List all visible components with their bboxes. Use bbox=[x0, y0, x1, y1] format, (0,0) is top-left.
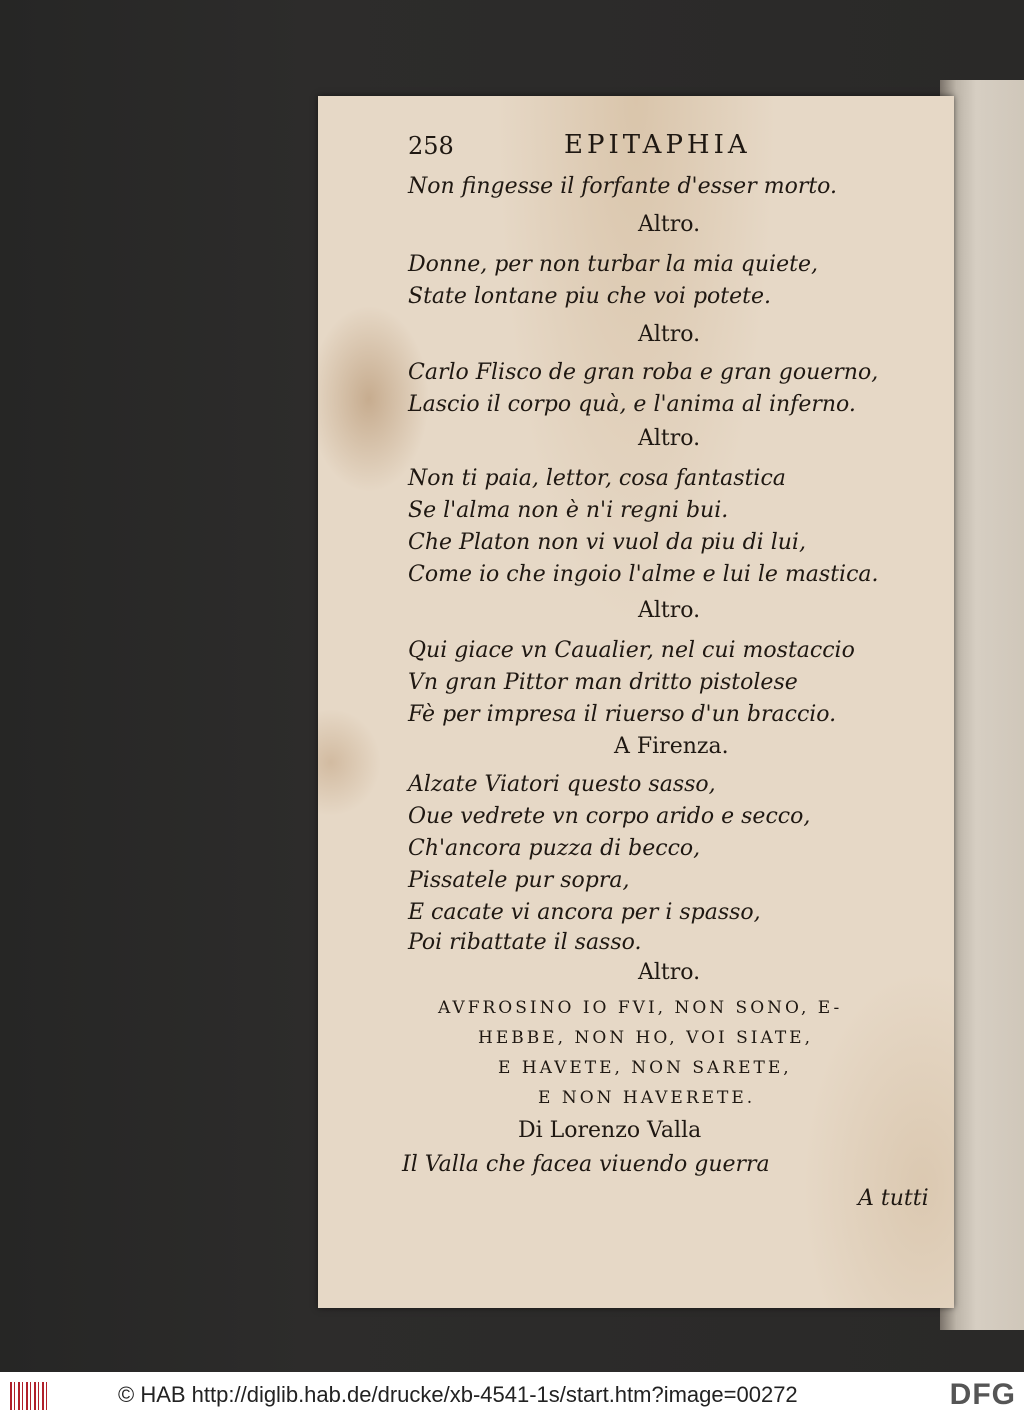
section-heading: Altro. bbox=[638, 598, 701, 623]
text-line: Carlo Flisco de gran roba e gran gouerno, bbox=[408, 360, 879, 385]
barcode-icon bbox=[10, 1382, 50, 1410]
section-heading: Altro. bbox=[638, 426, 701, 451]
caps-line: E HAVETE, NON SARETE, bbox=[498, 1058, 792, 1078]
running-title: EPITAPHIA bbox=[564, 130, 751, 160]
text-line: State lontane piu che voi potete. bbox=[408, 284, 771, 309]
page-number: 258 bbox=[408, 132, 454, 160]
section-heading: Di Lorenzo Valla bbox=[518, 1118, 702, 1143]
section-heading: Altro. bbox=[638, 212, 701, 237]
catchword: A tutti bbox=[858, 1186, 929, 1211]
text-line: Poi ribattate il sasso. bbox=[408, 930, 642, 955]
text-line: Vn gran Pittor man dritto pistolese bbox=[408, 670, 798, 695]
text-line: Non ti paia, lettor, cosa fantastica bbox=[408, 466, 786, 491]
text-line: Non fingesse il forfante d'esser morto. bbox=[408, 174, 838, 199]
text-line: Che Platon non vi vuol da piu di lui, bbox=[408, 530, 806, 555]
text-line: Oue vedrete vn corpo arido e secco, bbox=[408, 804, 811, 829]
text-line: Se l'alma non è n'i regni bui. bbox=[408, 498, 729, 523]
text-line: E cacate vi ancora per i spasso, bbox=[408, 900, 761, 925]
copyright-link[interactable]: © HAB http://diglib.hab.de/drucke/xb-4541-1s/start.htm?image=00272 bbox=[118, 1382, 798, 1407]
caps-line: E NON HAVERETE. bbox=[538, 1088, 756, 1108]
caps-line: HEBBE, NON HO, VOI SIATE, bbox=[478, 1028, 813, 1048]
dfg-logo: DFG bbox=[949, 1378, 1016, 1411]
section-heading: A Firenza. bbox=[614, 734, 729, 759]
caps-line: AVFROSINO IO FVI, NON SONO, E- bbox=[438, 998, 843, 1018]
text-line: Pissatele pur sopra, bbox=[408, 868, 630, 893]
text-line: Come io che ingoio l'alme e lui le mastica. bbox=[408, 562, 879, 587]
text-line: Fè per impresa il riuerso d'un braccio. bbox=[408, 702, 837, 727]
text-line: Lascio il corpo quà, e l'anima al inferno. bbox=[408, 392, 856, 417]
footer-bar bbox=[0, 1372, 1024, 1419]
text-line: Qui giace vn Caualier, nel cui mostaccio bbox=[408, 638, 855, 663]
text-line: Alzate Viatori questo sasso, bbox=[408, 772, 716, 797]
text-line: Donne, per non turbar la mia quiete, bbox=[408, 252, 818, 277]
text-line: Ch'ancora puzza di becco, bbox=[408, 836, 701, 861]
book-page bbox=[318, 96, 954, 1308]
section-heading: Altro. bbox=[638, 960, 701, 985]
section-heading: Altro. bbox=[638, 322, 701, 347]
text-line: Il Valla che facea viuendo guerra bbox=[402, 1152, 770, 1177]
